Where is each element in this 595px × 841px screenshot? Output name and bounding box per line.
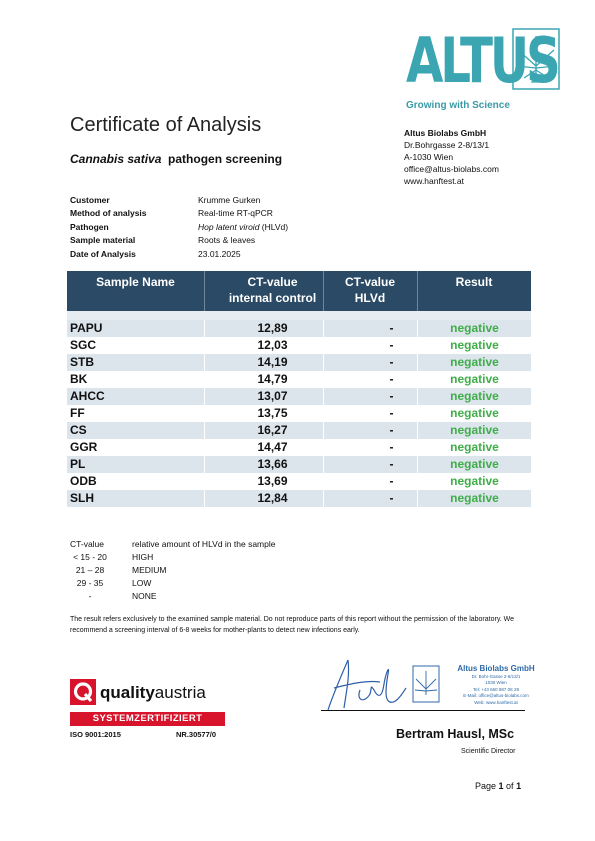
- sample-name-cell: AHCC: [70, 389, 105, 403]
- column-divider: [323, 456, 324, 473]
- meta-row: [70, 207, 370, 220]
- meta-label: Pathogen: [70, 221, 109, 232]
- result-cell: negative: [450, 440, 499, 454]
- legend-row: [70, 538, 370, 551]
- column-divider: [417, 405, 418, 422]
- column-divider: [204, 490, 205, 507]
- meta-label: Sample material: [70, 235, 136, 246]
- sample-name-cell: FF: [70, 406, 85, 420]
- result-cell: negative: [450, 474, 499, 488]
- quality-austria-brand: [100, 683, 206, 703]
- qa-cert-number: NR.30577/0: [176, 730, 217, 739]
- result-cell: negative: [450, 491, 499, 505]
- ct-internal-cell: 14,47: [257, 440, 288, 454]
- table-row: [67, 473, 531, 490]
- qa-certified-bar: SYSTEMZERTIFIZIERT: [70, 712, 225, 726]
- meta-label: Customer: [70, 195, 110, 205]
- sample-name-cell: GGR: [70, 440, 98, 454]
- column-divider: [204, 456, 205, 473]
- page-total: 1: [516, 781, 522, 791]
- results-table: [67, 271, 531, 507]
- column-divider: [417, 371, 418, 388]
- column-divider: [204, 473, 205, 490]
- ct-internal-cell: 12,84: [257, 491, 288, 505]
- meta-label: Date of Analysis: [70, 248, 136, 259]
- legend-row: [70, 551, 370, 564]
- legend-value: HIGH: [132, 552, 154, 562]
- column-divider: [204, 405, 205, 422]
- column-divider: [204, 354, 205, 371]
- ct-internal-cell: 13,66: [257, 457, 288, 471]
- column-divider: [417, 388, 418, 405]
- table-row: [67, 456, 531, 473]
- sample-name-cell: SGC: [70, 338, 97, 352]
- table-spacer: [67, 311, 531, 320]
- meta-row: [70, 194, 370, 207]
- table-row: [67, 405, 531, 422]
- legend-value: NONE: [132, 591, 157, 601]
- page-middle: of: [503, 781, 517, 791]
- column-divider: [323, 405, 324, 422]
- meta-value: 23.01.2025: [198, 248, 241, 259]
- pathogen-name: Hop latent viroid: [198, 221, 260, 232]
- meta-value: Real-time RT-qPCR: [198, 208, 273, 219]
- ct-hlvd-cell: -: [389, 440, 394, 454]
- document-title: Certificate of Analysis: [70, 114, 262, 136]
- header-result: Result: [455, 275, 493, 289]
- column-divider: [417, 320, 418, 337]
- species-name: Cannabis sativa: [70, 152, 162, 166]
- analysis-meta: [70, 194, 370, 261]
- ct-hlvd-cell: -: [389, 474, 394, 488]
- column-divider: [323, 337, 324, 354]
- result-cell: negative: [450, 457, 499, 471]
- column-divider: [323, 354, 324, 371]
- ct-hlvd-cell: -: [389, 491, 394, 505]
- handwritten-signature: [320, 654, 410, 716]
- signature-line: [321, 710, 525, 711]
- table-row: [67, 422, 531, 439]
- ct-hlvd-cell: -: [389, 423, 394, 437]
- header-ct-internal: [204, 271, 341, 311]
- page-prefix: Page: [475, 781, 499, 791]
- column-divider: [323, 473, 324, 490]
- sample-name-cell: STB: [70, 355, 94, 369]
- legend-key: 21 – 28: [75, 565, 105, 575]
- result-cell: negative: [450, 406, 499, 420]
- column-divider: [417, 456, 418, 473]
- column-divider: [417, 473, 418, 490]
- ct-hlvd-cell: -: [389, 372, 394, 386]
- ct-hlvd-cell: -: [389, 406, 394, 420]
- ct-legend: [70, 538, 370, 603]
- stamp-leaf-icon: [412, 665, 440, 703]
- legend-value: LOW: [132, 578, 152, 588]
- column-divider: [323, 490, 324, 507]
- column-divider: [323, 320, 324, 337]
- company-stamp: [446, 664, 546, 706]
- column-divider: [417, 337, 418, 354]
- page-number: [475, 781, 521, 791]
- legend-row: [70, 564, 370, 577]
- column-divider: [323, 439, 324, 456]
- table-header: [67, 271, 531, 311]
- altus-logo-wordmark: ALTUS: [406, 24, 558, 97]
- logo-tagline: Growing with Science: [406, 100, 510, 111]
- meta-value: Krumme Gurken: [198, 195, 261, 205]
- ct-internal-cell: 13,75: [257, 406, 288, 420]
- header-hlvd-line2: HLVd: [354, 291, 386, 305]
- cannabis-leaf-logo-icon: [512, 28, 560, 90]
- stamp-line: 1030 Wien: [485, 680, 507, 686]
- company-city: A-1030 Wien: [404, 152, 454, 162]
- signer-name: Bertram Hausl, MSc: [396, 727, 515, 741]
- table-row: [67, 388, 531, 405]
- sample-name-cell: BK: [70, 372, 88, 386]
- result-cell: negative: [450, 355, 499, 369]
- column-divider: [417, 490, 418, 507]
- column-divider: [204, 439, 205, 456]
- table-row: [67, 490, 531, 507]
- legend-key: -: [88, 591, 92, 601]
- legend-row: [70, 590, 370, 603]
- column-divider: [204, 371, 205, 388]
- qa-brand-bold: quality: [100, 683, 155, 702]
- ct-hlvd-cell: -: [389, 389, 394, 403]
- stamp-line: Dr. Bohr-Gasse 2-8/13/1: [471, 674, 521, 679]
- table-row: [67, 371, 531, 388]
- stamp-company-name: Altus Biolabs GmbH: [457, 664, 535, 673]
- table-row: [67, 320, 531, 337]
- table-row: [67, 439, 531, 456]
- table-body: [67, 320, 531, 507]
- header-hlvd-line1: CT-value: [344, 275, 395, 289]
- sample-name-cell: PL: [70, 457, 86, 471]
- legend-value: MEDIUM: [132, 565, 167, 575]
- header-ct-line1: CT-value: [247, 275, 298, 289]
- company-name: Altus Biolabs GmbH: [404, 128, 487, 138]
- disclaimer-notice: The result refers exclusively to the examined sample material. Do not reproduce parts of this report without the permission of the laboratory. We recommend a screening interval of 6-8 weeks for mother-plants to detect new infections early.: [70, 616, 515, 634]
- sample-name-cell: SLH: [70, 491, 94, 505]
- column-divider: [204, 422, 205, 439]
- column-divider: [204, 388, 205, 405]
- stamp-line: Web: www.hanftest.at: [474, 699, 518, 705]
- meta-row: [70, 221, 370, 234]
- legend-key: 29 - 35: [76, 578, 104, 588]
- legend-key: < 15 - 20: [73, 552, 107, 562]
- legend-key: CT-value: [70, 539, 105, 549]
- column-divider: [323, 388, 324, 405]
- meta-row: [70, 234, 370, 247]
- result-cell: negative: [450, 423, 499, 437]
- meta-label: Method of analysis: [70, 208, 147, 219]
- ct-internal-cell: 13,07: [257, 389, 288, 403]
- ct-internal-cell: 14,19: [257, 355, 288, 369]
- legend-value: relative amount of HLVd in the sample: [132, 539, 276, 549]
- signer-role: Scientific Director: [461, 748, 516, 755]
- result-cell: negative: [450, 338, 499, 352]
- header-ct-line2: internal control: [228, 291, 317, 305]
- page-current: 1: [498, 781, 504, 791]
- result-cell: negative: [450, 321, 499, 335]
- column-divider: [204, 320, 205, 337]
- table-row: [67, 337, 531, 354]
- quality-austria-q-icon: [70, 679, 96, 705]
- meta-value: [198, 221, 288, 234]
- qa-iso-standard: ISO 9001:2015: [70, 730, 121, 739]
- column-divider: [323, 422, 324, 439]
- result-cell: negative: [450, 372, 499, 386]
- company-web: www.hanftest.at: [404, 176, 465, 186]
- column-divider: [417, 354, 418, 371]
- ct-internal-cell: 14,79: [257, 372, 288, 386]
- meta-row: [70, 248, 370, 261]
- qa-brand-light: austria: [154, 683, 206, 702]
- column-divider: [323, 371, 324, 388]
- pathogen-abbrev: (HLVd): [259, 221, 289, 232]
- legend-row: [70, 577, 370, 590]
- table-row: [67, 354, 531, 371]
- stamp-line: E-Mail: office@altus-biolabs.com: [463, 693, 529, 699]
- company-street: Dr.Bohrgasse 2-8/13/1: [404, 140, 490, 150]
- column-divider: [417, 439, 418, 456]
- company-address: [404, 127, 499, 187]
- sample-name-cell: ODB: [70, 474, 97, 488]
- stamp-line: Tel: +43 660 987 08 29: [473, 686, 519, 692]
- ct-internal-cell: 12,89: [257, 321, 288, 335]
- sample-name-cell: PAPU: [70, 321, 103, 335]
- header-sample-name: Sample Name: [96, 275, 175, 289]
- column-divider: [204, 337, 205, 354]
- document-subtitle: [70, 152, 282, 166]
- ct-internal-cell: 13,69: [257, 474, 288, 488]
- meta-value: Roots & leaves: [198, 235, 256, 246]
- ct-hlvd-cell: -: [389, 321, 394, 335]
- header-ct-hlvd: [323, 271, 417, 311]
- ct-hlvd-cell: -: [389, 457, 394, 471]
- ct-internal-cell: 12,03: [257, 338, 288, 352]
- subtitle-rest: pathogen screening: [168, 152, 283, 166]
- company-email: office@altus-biolabs.com: [404, 164, 499, 174]
- sample-name-cell: CS: [70, 423, 87, 437]
- ct-internal-cell: 16,27: [257, 423, 288, 437]
- result-cell: negative: [450, 389, 499, 403]
- column-divider: [417, 422, 418, 439]
- ct-hlvd-cell: -: [389, 355, 394, 369]
- ct-hlvd-cell: -: [389, 338, 394, 352]
